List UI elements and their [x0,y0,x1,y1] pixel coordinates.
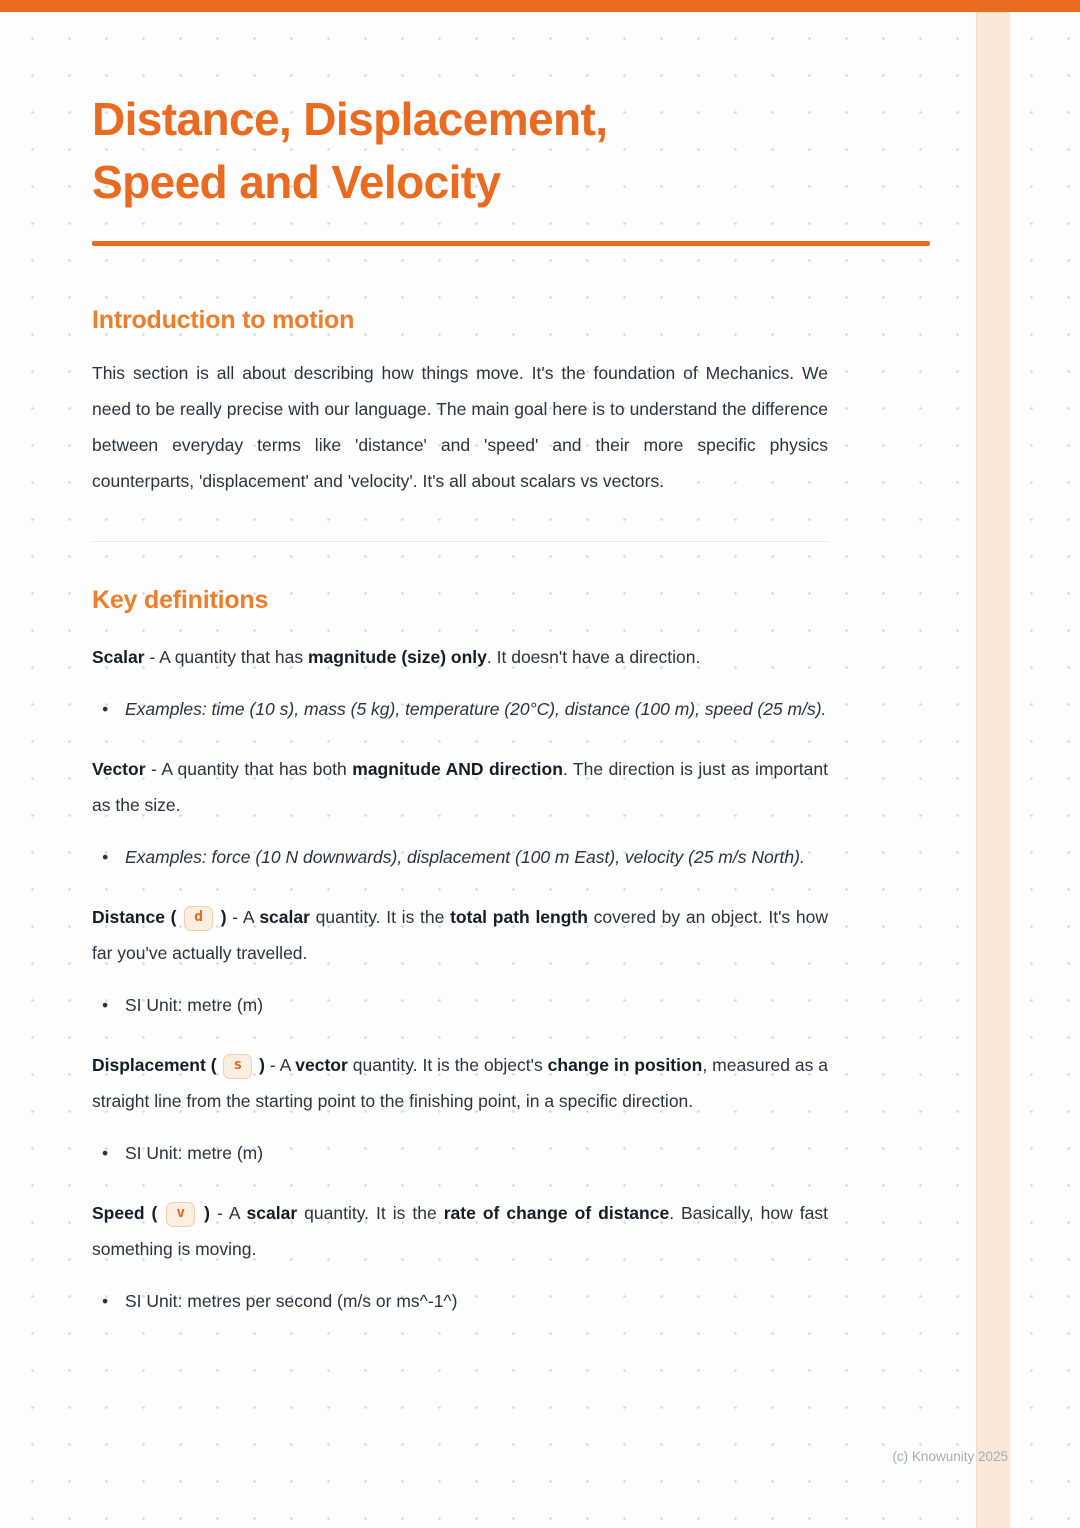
section-heading-introduction: Introduction to motion [92,305,355,334]
content-area [92,12,930,1319]
page-title [92,88,930,215]
intro-paragraph: This section is all about describing how things move. It's the foundation of Mechanics. We need to be really precise with our language. The main goal here is to understand the difference between everyday terms like 'distance' and 'speed' and their more specific physics counterparts, 'displacement' and 'velocity'. It's all about scalars vs vectors. [92,362,828,491]
term-vector: Vector [92,758,146,779]
page-title-line1: Distance, Displacement, [92,93,608,145]
definition-vector: Vector - A quantity that has both magnitude AND direction. The direction is just as important as the size. [92,758,828,815]
title-underline-rule [92,241,930,246]
right-margin-strip [976,12,1010,1528]
term-speed: Speed ( [92,1202,158,1223]
definition-displacement: Displacement ( s ) - A vector quantity. It is the object's change in position, measured as a straight line from the starting point to the finishing point, in a specific direction. [92,1054,829,1111]
distance-unit-list [92,987,828,1023]
page-title-line2: Speed and Velocity [92,156,501,209]
definition-scalar: Scalar - A quantity that has magnitude (size) only. It doesn't have a direction. [92,646,701,667]
section-divider [92,541,828,542]
symbol-chip-v: v [166,1202,195,1227]
scalar-examples-list [92,691,828,727]
example-item-vector: • Examples: force (10 N downwards), displacement (100 m East), velocity (25 m/s North). [92,839,828,875]
section-heading-key-definitions: Key definitions [92,585,269,614]
term-scalar: Scalar [92,646,145,667]
symbol-chip-d: d [184,906,213,931]
copyright-watermark: (c) Knowunity 2025 [892,1449,1008,1464]
term-distance: Distance ( [92,906,177,927]
speed-unit-list [92,1283,828,1319]
term-displacement: Displacement ( [92,1054,217,1075]
example-item-scalar: • Examples: time (10 s), mass (5 kg), temperature (20°C), distance (100 m), speed (25 m/s). [92,691,828,727]
unit-item-displacement: • SI Unit: metre (m) [92,1135,828,1171]
displacement-unit-list [92,1135,828,1171]
symbol-chip-s: s [223,1054,252,1079]
vector-examples-list [92,839,828,875]
top-accent-bar [0,0,1080,12]
definition-distance: Distance ( d ) - A scalar quantity. It is the total path length covered by an object. It's how far you've actually travelled. [92,906,828,963]
unit-item-speed: • SI Unit: metres per second (m/s or ms^-1^) [92,1283,828,1319]
definition-speed: Speed ( v ) - A scalar quantity. It is the rate of change of distance. Basically, how fast something is moving. [92,1202,828,1259]
unit-item-distance: • SI Unit: metre (m) [92,987,828,1023]
